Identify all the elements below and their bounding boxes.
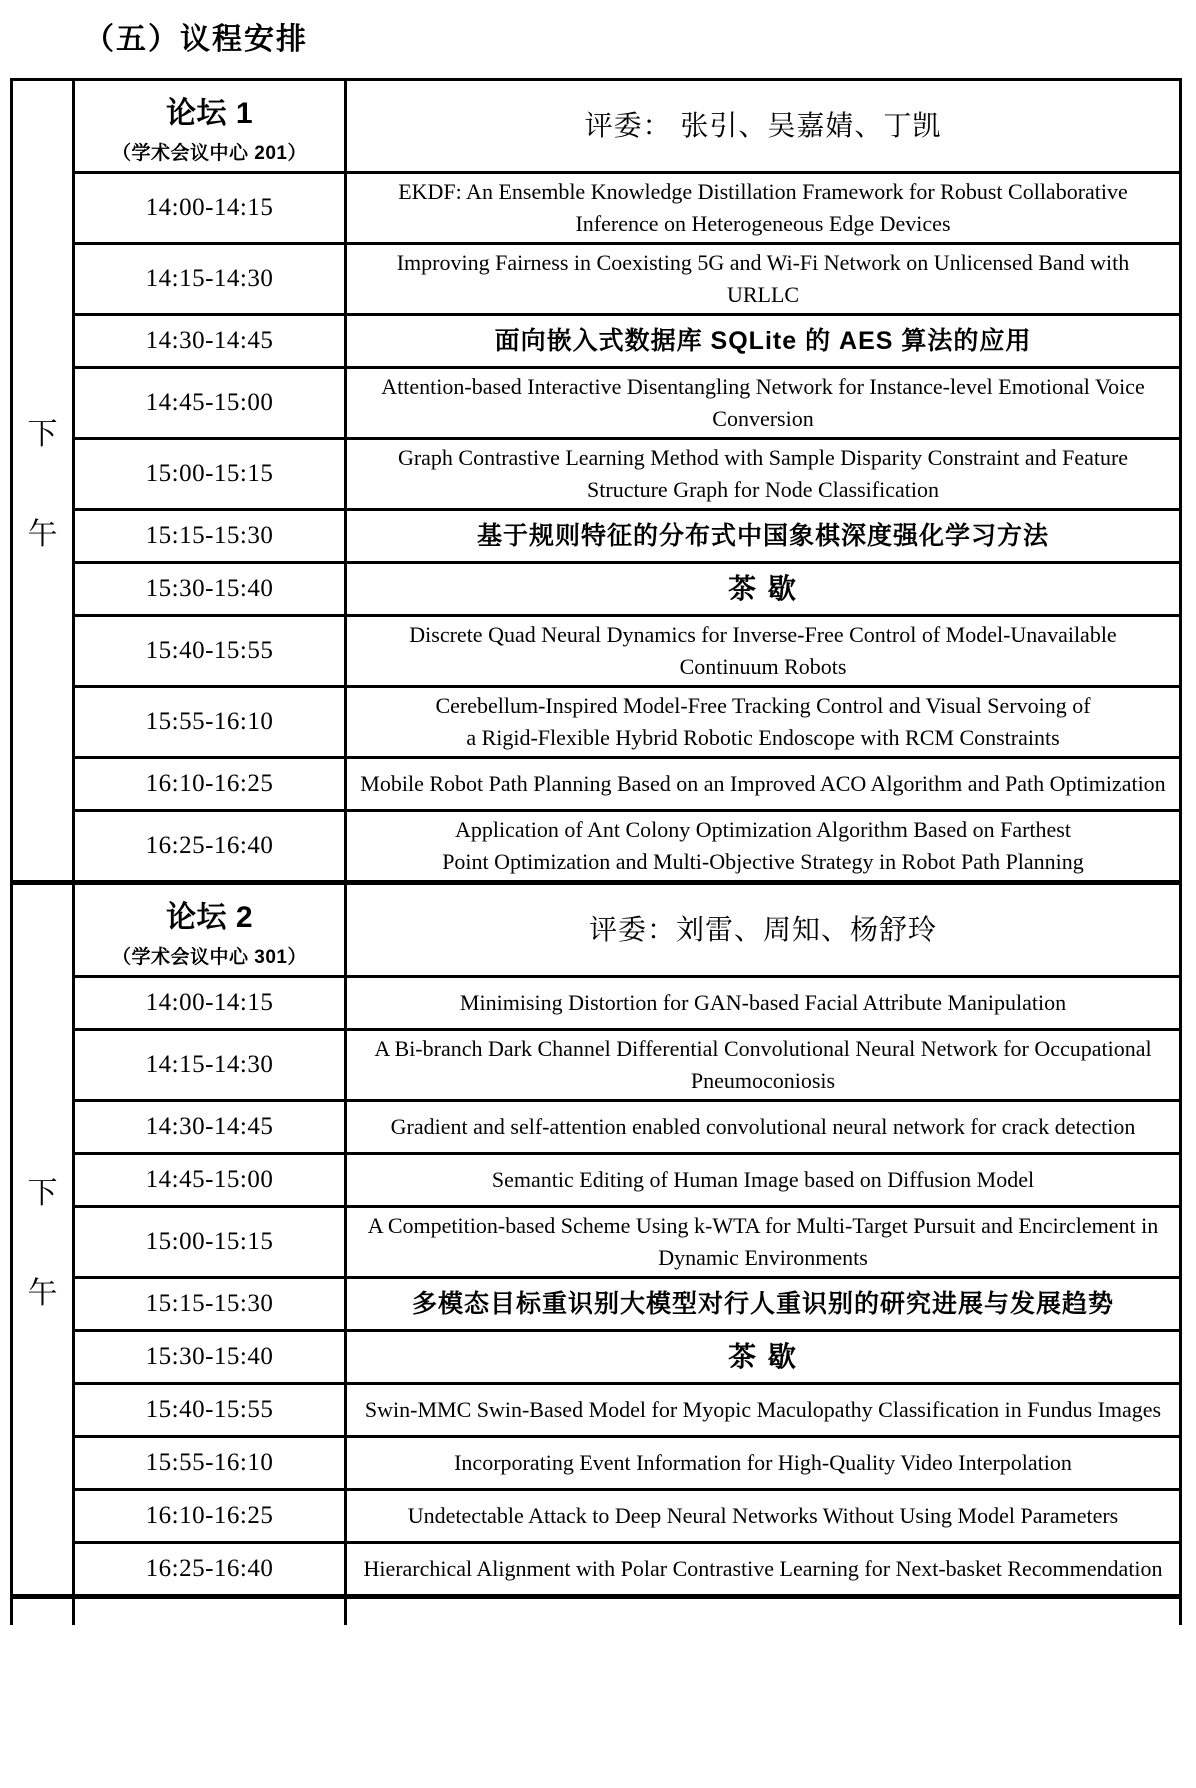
time-cell: 15:40-15:55 (75, 1385, 347, 1435)
period-char: 午 (27, 1276, 58, 1310)
forum-2-judges-cell (347, 885, 1179, 975)
partial-row (75, 1599, 1179, 1625)
time-cell: 16:10-16:25 (75, 759, 347, 809)
schedule-row (75, 508, 1179, 561)
schedule-row (75, 1488, 1179, 1541)
judges-label: 评委：刘雷、周知、杨舒玲 (588, 914, 937, 945)
title-cell (347, 688, 1179, 756)
title-cell (347, 369, 1179, 437)
paper-title: 基于规则特征的分布式中国象棋深度强化学习方法 (476, 522, 1049, 550)
title-cell (347, 1031, 1179, 1099)
forum-1-rows (75, 81, 1179, 880)
period-label-afternoon (13, 81, 75, 880)
time-cell: 16:25-16:40 (75, 1544, 347, 1594)
title-cell (347, 1155, 1179, 1205)
forum-1-judges-cell (347, 81, 1179, 171)
tea-break-cell (347, 1332, 1179, 1382)
time-cell: 14:45-15:00 (75, 1155, 347, 1205)
title-cell (347, 511, 1179, 561)
schedule-row (75, 437, 1179, 508)
schedule-row (75, 1541, 1179, 1594)
paper-title: Cerebellum-Inspired Model-Free Tracking Control and Visual Servoing of a Rigid-Flexible Hybrid Robotic Endoscope with RCM Constraints (435, 693, 1091, 750)
schedule-row (75, 242, 1179, 313)
schedule-row (75, 685, 1179, 756)
schedule-row (75, 756, 1179, 809)
title-cell (347, 316, 1179, 366)
forum-venue: （学术会议中心 201） (112, 142, 307, 164)
schedule-row (75, 975, 1179, 1028)
schedule-row (75, 1276, 1179, 1329)
paper-title: Improving Fairness in Coexisting 5G and Wi-Fi Network on Unlicensed Band with URLLC (396, 250, 1130, 307)
paper-title: Semantic Editing of Human Image based on Diffusion Model (491, 1167, 1035, 1192)
schedule-row (75, 1435, 1179, 1488)
time-cell: 15:30-15:40 (75, 564, 347, 614)
schedule-row (75, 1028, 1179, 1099)
title-cell (347, 1102, 1179, 1152)
paper-title: Minimising Distortion for GAN-based Facial Attribute Manipulation (459, 990, 1067, 1015)
time-cell: 16:25-16:40 (75, 812, 347, 880)
forum-1-section (13, 81, 1179, 880)
title-cell (347, 174, 1179, 242)
tea-break-cell (347, 564, 1179, 614)
forum-name: 论坛 2 (165, 900, 254, 934)
tea-break-label: 茶 歇 (728, 1341, 798, 1372)
paper-title: Application of Ant Colony Optimization Algorithm Based on Farthest Point Optimization and Multi-Objective Strategy in Robot Path Planning (442, 817, 1084, 874)
page-title: （五）议程安排 (84, 23, 308, 56)
title-cell (347, 1208, 1179, 1276)
time-cell: 15:15-15:30 (75, 511, 347, 561)
time-cell: 14:30-14:45 (75, 1102, 347, 1152)
title-cell (347, 1279, 1179, 1329)
time-cell: 15:40-15:55 (75, 617, 347, 685)
time-cell: 14:00-14:15 (75, 174, 347, 242)
title-cell (347, 1544, 1179, 1594)
forum-name: 论坛 1 (165, 96, 254, 130)
tea-break-row (75, 1329, 1179, 1382)
forum-2-section (13, 880, 1179, 1594)
paper-title: Gradient and self-attention enabled convolutional neural network for crack detection (390, 1114, 1136, 1139)
forum-2-name-cell (75, 885, 347, 975)
schedule-row (75, 809, 1179, 880)
forum-1-name-cell (75, 81, 347, 171)
time-cell: 14:15-14:30 (75, 245, 347, 313)
title-cell (347, 812, 1179, 880)
tea-break-label: 茶 歇 (728, 573, 798, 604)
title-cell (347, 759, 1179, 809)
time-cell: 15:00-15:15 (75, 440, 347, 508)
title-cell (347, 1491, 1179, 1541)
paper-title: 面向嵌入式数据库 SQLite 的 AES 算法的应用 (494, 327, 1032, 355)
paper-title: Undetectable Attack to Deep Neural Networks Without Using Model Parameters (407, 1503, 1119, 1528)
paper-title: Graph Contrastive Learning Method with Sample Disparity Constraint and Feature Structure Graph for Node Classification (397, 445, 1129, 502)
time-cell: 15:15-15:30 (75, 1279, 347, 1329)
time-cell: 14:00-14:15 (75, 978, 347, 1028)
paper-title: Incorporating Event Information for High-Quality Video Interpolation (454, 1450, 1072, 1475)
schedule-row (75, 1099, 1179, 1152)
schedule-row (75, 614, 1179, 685)
schedule-row (75, 1205, 1179, 1276)
time-cell: 15:30-15:40 (75, 1332, 347, 1382)
period-label-afternoon (13, 885, 75, 1594)
time-cell: 14:15-14:30 (75, 1031, 347, 1099)
time-cell: 15:55-16:10 (75, 1438, 347, 1488)
schedule-row (75, 366, 1179, 437)
period-col-empty (13, 1599, 75, 1625)
paper-title: A Competition-based Scheme Using k-WTA for Multi-Target Pursuit and Encirclement in Dynamic Environments (367, 1213, 1159, 1270)
paper-title: Swin-MMC Swin-Based Model for Myopic Maculopathy Classification in Fundus Images (364, 1397, 1162, 1422)
forum-2-rows (75, 885, 1179, 1594)
paper-title: Attention-based Interactive Disentangling Network for Instance-level Emotional Voice Conversion (381, 374, 1145, 431)
paper-title: Mobile Robot Path Planning Based on an Improved ACO Algorithm and Path Optimization (360, 771, 1166, 796)
tea-break-row (75, 561, 1179, 614)
schedule-row (75, 1152, 1179, 1205)
time-cell: 14:30-14:45 (75, 316, 347, 366)
forum-venue: （学术会议中心 301） (112, 946, 307, 968)
paper-title: Discrete Quad Neural Dynamics for Inverse-Free Control of Model-Unavailable Continuum Robots (409, 622, 1117, 679)
time-cell: 15:55-16:10 (75, 688, 347, 756)
paper-title: A Bi-branch Dark Channel Differential Convolutional Neural Network for Occupational Pneumoconiosis (374, 1036, 1152, 1093)
next-section-partial (13, 1594, 1179, 1625)
forum-2-header-row (75, 885, 1179, 975)
time-cell-empty (75, 1599, 347, 1625)
title-cell (347, 1438, 1179, 1488)
title-cell-empty (347, 1599, 1179, 1649)
title-cell (347, 978, 1179, 1028)
title-cell (347, 440, 1179, 508)
period-char: 下 (27, 417, 58, 451)
time-cell: 16:10-16:25 (75, 1491, 347, 1541)
paper-title: Hierarchical Alignment with Polar Contrastive Learning for Next-basket Recommendation (363, 1556, 1163, 1581)
schedule-row (75, 313, 1179, 366)
schedule-row (75, 171, 1179, 242)
forum-1-header-row (75, 81, 1179, 171)
title-cell (347, 1385, 1179, 1435)
judges-label: 评委： 张引、吴嘉婧、丁凯 (584, 110, 942, 141)
schedule-table (10, 78, 1182, 1625)
time-cell: 14:45-15:00 (75, 369, 347, 437)
time-cell: 15:00-15:15 (75, 1208, 347, 1276)
period-char: 下 (27, 1176, 58, 1210)
paper-title: 多模态目标重识别大模型对行人重识别的研究进展与发展趋势 (411, 1290, 1114, 1318)
title-cell (347, 617, 1179, 685)
paper-title: EKDF: An Ensemble Knowledge Distillation Framework for Robust Collaborative Inference on Heterogeneous Edge Devices (398, 179, 1128, 236)
title-cell (347, 245, 1179, 313)
period-char: 午 (27, 517, 58, 551)
schedule-row (75, 1382, 1179, 1435)
